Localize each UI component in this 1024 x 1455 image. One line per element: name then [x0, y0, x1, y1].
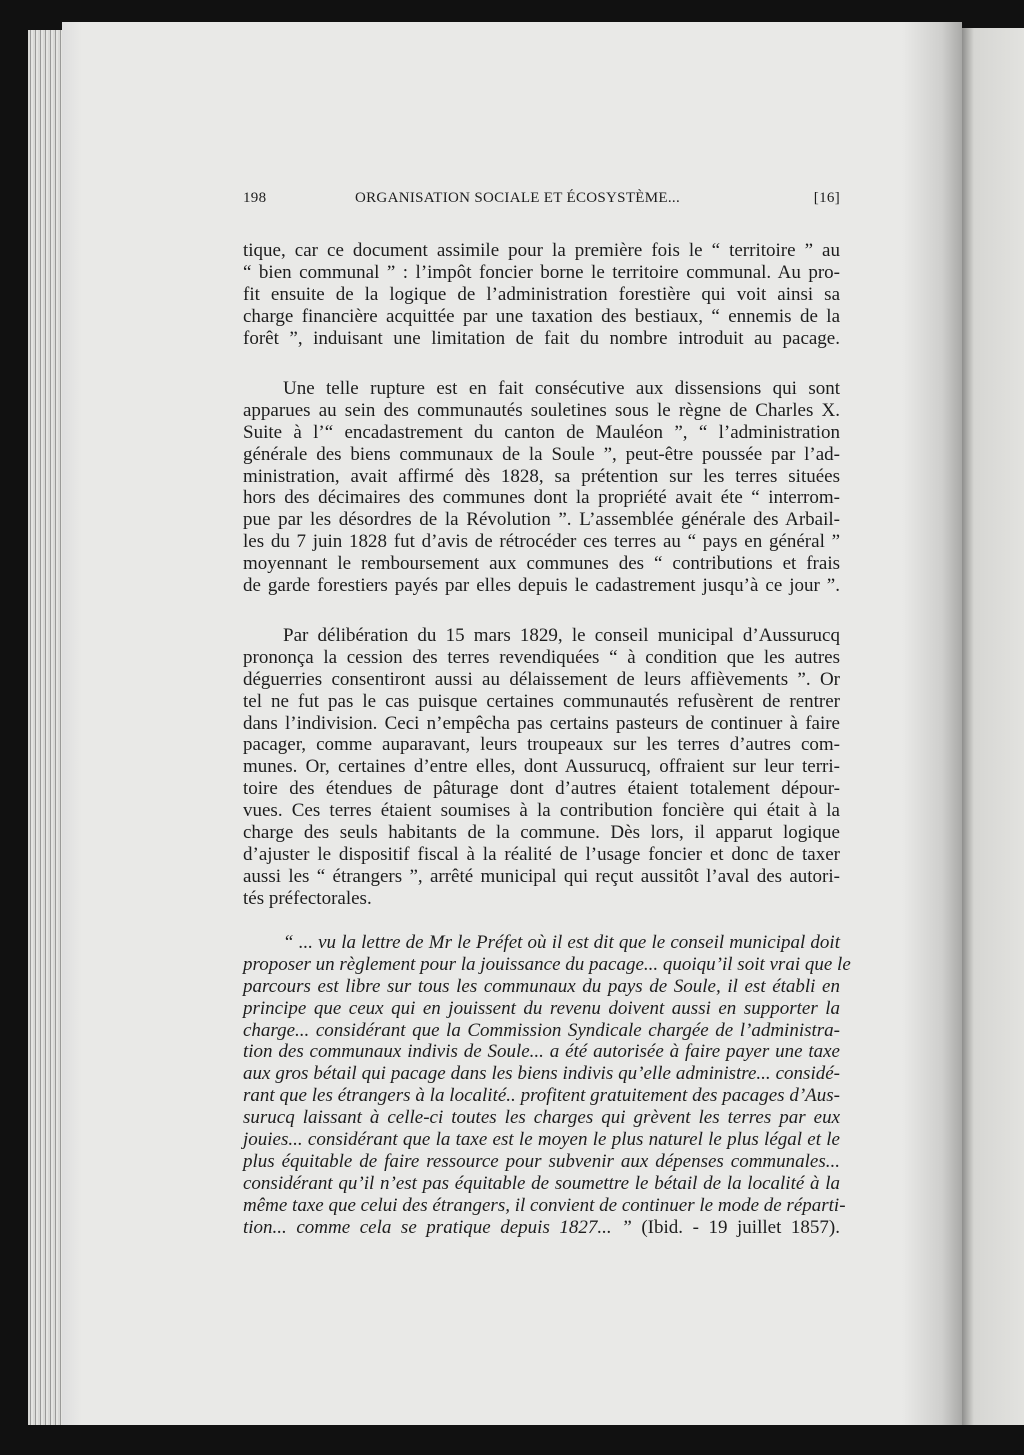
- text-line: prononça la cession des terres revendiquées “ à condition que les autres: [243, 646, 840, 668]
- page-number: 198: [243, 190, 267, 206]
- text-line: “ ... vu la lettre de Mr le Préfet où il est dit que le conseil municipal doit: [283, 932, 840, 953]
- citation: (Ibid. - 19 juillet 1857).: [631, 1216, 840, 1238]
- text-line: hors des décimaires des communes dont la propriété avait éte “ interrom-: [243, 487, 840, 509]
- text-line: aux gros bétail qui pacage dans les biens indivis qu’elle administre... considé-: [243, 1063, 840, 1085]
- paragraph-2: [243, 378, 840, 597]
- text-line: charge des seuls habitants de la commune. Dès lors, il apparut logique: [243, 822, 840, 844]
- text-line: plus équitable de faire ressource pour subvenir aux dépenses communales...: [243, 1150, 840, 1172]
- text-line: tel ne fut pas le cas puisque certaines communautés refusèrent de rentrer: [243, 690, 840, 712]
- text-line: surucq laissant à celle-ci toutes les charges qui grèvent les terres par eux: [243, 1107, 840, 1129]
- text-line: munes. Or, certaines d’entre elles, dont Aussurucq, offraient sur leur terri-: [243, 756, 840, 778]
- text-line: ministration, avait affirmé dès 1828, sa prétention sur les terres situées: [243, 465, 840, 487]
- paragraph-1: [243, 240, 840, 349]
- text-line: vues. Ces terres étaient soumises à la contribution foncière qui était à la: [243, 800, 840, 822]
- text-line: toire des étendues de pâturage dont d’autres étaient totalement dépour-: [243, 778, 840, 800]
- text-line: Suite à l’“ encadastrement du canton de Mauléon ”, “ l’administration: [243, 421, 840, 443]
- text-line: parcours est libre sur tous les communaux du pays de Soule, il est établi en: [243, 975, 840, 997]
- text-line: considérant qu’il n’est pas équitable de soumettre le bétail de la localité à la: [243, 1172, 840, 1194]
- text-line: pue par les désordres de la Révolution ”. L’assemblée générale des Arbail-: [243, 509, 840, 531]
- block-quote: [243, 932, 851, 1238]
- text-line: les du 7 juin 1828 fut d’avis de rétrocéder ces terres au “ pays en général ”: [243, 531, 840, 553]
- text-line: [243, 1217, 840, 1239]
- text-line: charge... considérant que la Commission Syndicale chargée de l’administra-: [243, 1019, 840, 1041]
- text-line: forêt ”, induisant une limitation de fait du nombre introduit au pacage.: [243, 327, 840, 349]
- text-line: dans l’indivision. Ceci n’empêcha pas certains pasteurs de continuer à faire: [243, 712, 840, 734]
- text-line: Une telle rupture est en fait consécutive aux dissensions qui sont: [283, 378, 840, 399]
- text-line: pacager, comme auparavant, leurs troupeaux sur les terres d’autres com-: [243, 734, 840, 756]
- text-line: principe que ceux qui en jouissent du revenu doivent aussi en supporter la: [243, 997, 840, 1019]
- text-line: tique, car ce document assimile pour la première fois le “ territoire ” au: [243, 240, 840, 261]
- text-line: générale des biens communaux de la Soule ”, peut-être poussée par l’ad-: [243, 443, 840, 465]
- text-line: charge financière acquittée par une taxation des bestiaux, “ ennemis de la: [243, 305, 840, 327]
- text-line: déguerries consentiront aussi au délaissement de leurs affièvements ”. Or: [243, 668, 840, 690]
- section-number: [16]: [813, 190, 840, 206]
- text-line: apparues au sein des communautés souletines sous le règne de Charles X.: [243, 399, 840, 421]
- text-line: Par délibération du 15 mars 1829, le conseil municipal d’Aussurucq: [283, 625, 840, 646]
- text-line: tion des communaux indivis de Soule... a été autorisée à faire payer une taxe: [243, 1041, 840, 1063]
- text-line: rant que les étrangers à la localité.. profitent gratuitement des pacages d’Aus-: [243, 1085, 840, 1107]
- text-line: de garde forestiers payés par elles depuis le cadastrement jusqu’à ce jour ”.: [243, 575, 840, 597]
- text-line: tés préfectorales.: [243, 887, 372, 909]
- text-line: aussi les “ étrangers ”, arrêté municipal qui reçut aussitôt l’aval des autori-: [243, 865, 840, 887]
- text-line: “ bien communal ” : l’impôt foncier borne le territoire communal. Au pro-: [243, 261, 840, 283]
- text-line: d’ajuster le dispositif fiscal à la réalité de l’usage foncier et donc de taxer: [243, 843, 840, 865]
- text-line: fit ensuite de la logique de l’administration forestière qui voit ainsi sa: [243, 283, 840, 305]
- text-line: moyennant le remboursement aux communes des “ contributions et frais: [243, 553, 840, 575]
- paragraph-3: [243, 625, 840, 910]
- text-line: proposer un règlement pour la jouissance du pacage... quoiqu’il soit vrai que le: [243, 953, 851, 975]
- text-line: même taxe que celui des étrangers, il convient de continuer le mode de réparti-: [243, 1194, 846, 1216]
- text-line: jouies... considérant que la taxe est le moyen le plus naturel le plus légal et le: [243, 1129, 840, 1151]
- running-header: [243, 190, 840, 212]
- facing-page: [962, 28, 1024, 1425]
- quote-end: tion... comme cela se pratique depuis 1827... ”: [243, 1216, 632, 1238]
- running-title: ORGANISATION SOCIALE ET ÉCOSYSTÈME...: [355, 190, 680, 206]
